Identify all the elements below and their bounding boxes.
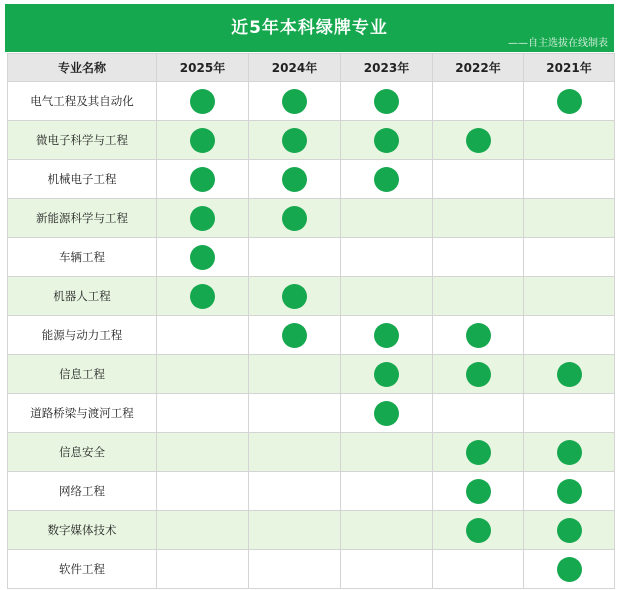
major-name: 新能源科学与工程 [8, 199, 157, 238]
year-cell [433, 511, 524, 550]
year-cell [249, 199, 341, 238]
table-row [8, 550, 615, 589]
year-cell [524, 550, 615, 589]
year-cell [157, 121, 249, 160]
green-card-dot [282, 167, 307, 192]
page-title: 近5年本科绿牌专业 [231, 18, 388, 38]
green-card-dot [374, 128, 399, 153]
year-cell [341, 121, 433, 160]
major-name: 能源与动力工程 [8, 316, 157, 355]
year-cell [433, 238, 524, 277]
year-cell [433, 277, 524, 316]
year-cell [157, 511, 249, 550]
green-card-dot [190, 206, 215, 231]
green-card-dot [557, 89, 582, 114]
green-card-dot [466, 323, 491, 348]
year-cell [524, 355, 615, 394]
year-cell [249, 433, 341, 472]
year-cell [433, 394, 524, 433]
year-cell [157, 199, 249, 238]
major-name: 微电子科学与工程 [8, 121, 157, 160]
year-cell [433, 355, 524, 394]
year-cell [341, 277, 433, 316]
year-cell [524, 199, 615, 238]
year-cell [157, 355, 249, 394]
year-cell [157, 550, 249, 589]
major-name: 机械电子工程 [8, 160, 157, 199]
column-header-major: 专业名称 [8, 54, 157, 82]
green-card-dot [282, 89, 307, 114]
table-row [8, 160, 615, 199]
year-cell [524, 316, 615, 355]
year-cell [341, 316, 433, 355]
table-row [8, 511, 615, 550]
major-name: 机器人工程 [8, 277, 157, 316]
year-cell [157, 238, 249, 277]
major-table [7, 53, 615, 589]
year-cell [249, 82, 341, 121]
table-row [8, 277, 615, 316]
year-cell [341, 472, 433, 511]
year-cell [524, 472, 615, 511]
year-cell [249, 355, 341, 394]
table-row [8, 82, 615, 121]
major-name: 信息安全 [8, 433, 157, 472]
year-cell [157, 433, 249, 472]
green-card-dot [466, 479, 491, 504]
year-cell [249, 238, 341, 277]
major-name: 信息工程 [8, 355, 157, 394]
year-cell [341, 355, 433, 394]
year-cell [341, 511, 433, 550]
green-card-dot [374, 89, 399, 114]
year-cell [433, 82, 524, 121]
year-cell [341, 82, 433, 121]
green-card-dot [282, 206, 307, 231]
column-header-year: 2023年 [341, 54, 433, 82]
year-cell [433, 160, 524, 199]
credit-text: ——自主选拔在线制表 [508, 38, 608, 49]
green-card-dot [466, 128, 491, 153]
green-card-dot [190, 128, 215, 153]
year-cell [433, 433, 524, 472]
year-cell [157, 160, 249, 199]
green-card-dot [557, 518, 582, 543]
year-cell [341, 394, 433, 433]
table-row [8, 316, 615, 355]
year-cell [157, 472, 249, 511]
green-card-dot [466, 518, 491, 543]
green-card-dot [190, 245, 215, 270]
green-card-dot [466, 362, 491, 387]
green-card-dot [282, 128, 307, 153]
column-header-year: 2021年 [524, 54, 615, 82]
year-cell [524, 82, 615, 121]
year-cell [157, 394, 249, 433]
year-cell [433, 472, 524, 511]
year-cell [433, 199, 524, 238]
table-row [8, 355, 615, 394]
year-cell [341, 550, 433, 589]
major-name: 数字媒体技术 [8, 511, 157, 550]
year-cell [524, 511, 615, 550]
year-cell [341, 160, 433, 199]
column-header-year: 2025年 [157, 54, 249, 82]
year-cell [157, 277, 249, 316]
year-cell [249, 394, 341, 433]
green-card-dot [557, 479, 582, 504]
year-cell [249, 277, 341, 316]
year-cell [524, 394, 615, 433]
green-card-dot [282, 284, 307, 309]
year-cell [341, 199, 433, 238]
table-row [8, 121, 615, 160]
green-card-dot [374, 362, 399, 387]
major-name: 车辆工程 [8, 238, 157, 277]
year-cell [524, 160, 615, 199]
column-header-year: 2022年 [433, 54, 524, 82]
year-cell [249, 472, 341, 511]
table-row [8, 238, 615, 277]
table-row [8, 433, 615, 472]
year-cell [341, 238, 433, 277]
green-card-dot [557, 362, 582, 387]
year-cell [524, 238, 615, 277]
green-card-dot [374, 323, 399, 348]
table-row [8, 472, 615, 511]
column-header-year: 2024年 [249, 54, 341, 82]
green-card-dot [374, 167, 399, 192]
year-cell [433, 316, 524, 355]
year-cell [524, 277, 615, 316]
major-name: 电气工程及其自动化 [8, 82, 157, 121]
year-cell [249, 550, 341, 589]
table-body [8, 82, 615, 589]
year-cell [157, 82, 249, 121]
major-name: 网络工程 [8, 472, 157, 511]
table-row [8, 199, 615, 238]
green-card-dot [282, 323, 307, 348]
major-name: 软件工程 [8, 550, 157, 589]
year-cell [249, 511, 341, 550]
major-name: 道路桥梁与渡河工程 [8, 394, 157, 433]
title-banner [5, 4, 614, 52]
green-card-dot [374, 401, 399, 426]
year-cell [157, 316, 249, 355]
table-row [8, 394, 615, 433]
green-card-dot [557, 440, 582, 465]
year-cell [249, 316, 341, 355]
year-cell [433, 550, 524, 589]
year-cell [524, 433, 615, 472]
table-header-row [8, 54, 615, 82]
year-cell [249, 160, 341, 199]
green-card-dot [466, 440, 491, 465]
green-card-dot [557, 557, 582, 582]
year-cell [249, 121, 341, 160]
green-card-dot [190, 284, 215, 309]
year-cell [341, 433, 433, 472]
year-cell [433, 121, 524, 160]
green-card-dot [190, 89, 215, 114]
green-card-dot [190, 167, 215, 192]
year-cell [524, 121, 615, 160]
